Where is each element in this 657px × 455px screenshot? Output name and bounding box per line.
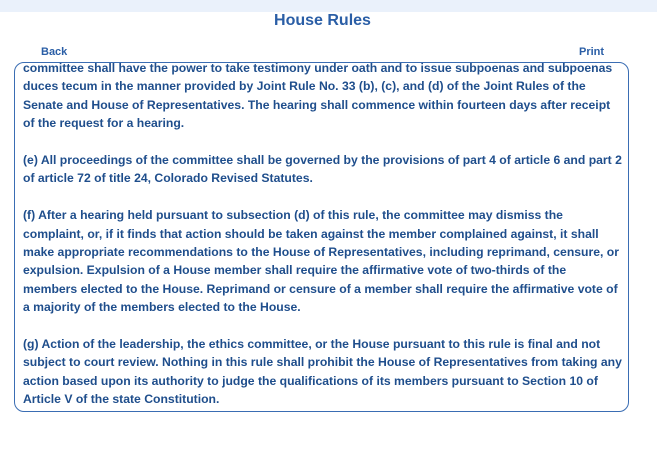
rule-paragraph-g: (g) Action of the leadership, the ethics committee, or the House pursuant to this rule is final and not subject to court review. Nothing in this rule shall prohibit the House of Representatives from taking any action based upon its authority to judge the qualifications of its members pursuant to Section 10 of Article V of the state Constitution. bbox=[23, 337, 622, 407]
rules-text-panel[interactable] bbox=[14, 62, 629, 412]
rule-paragraph-f: (f) After a hearing held pursuant to subsection (d) of this rule, the committee may dismiss the complaint, or, if it finds that action should be taken against the member complained against, it shall make appropriate recommendations to the House of Representatives, including reprimand, censure, or expulsion. Expulsion of a House member shall require the affirmative vote of two-thirds of the members elected to the House. Reprimand or censure of a member shall require the affirmative vote of a majority of the members elected to the House. bbox=[23, 208, 619, 315]
print-button[interactable]: Print bbox=[579, 46, 605, 58]
back-button[interactable]: Back bbox=[41, 46, 68, 58]
top-bar bbox=[0, 0, 657, 12]
rule-paragraph-e: (e) All proceedings of the committee shall be governed by the provisions of part 4 of article 6 and part 2 of article 72 of title 24, Colorado Revised Statutes. bbox=[23, 153, 622, 186]
rules-text bbox=[23, 62, 623, 412]
page-title: House Rules bbox=[274, 12, 371, 29]
rule-paragraph-continuation: committee shall have the power to take testimony under oath and to issue subpoenas and subpoenas duces tecum in the manner provided by Joint Rule No. 33 (b), (c), and (d) of the Joint Rules of the Senate and House of Representatives. The hearing shall commence within fourteen days after receipt of the request for a hearing. bbox=[23, 62, 613, 131]
